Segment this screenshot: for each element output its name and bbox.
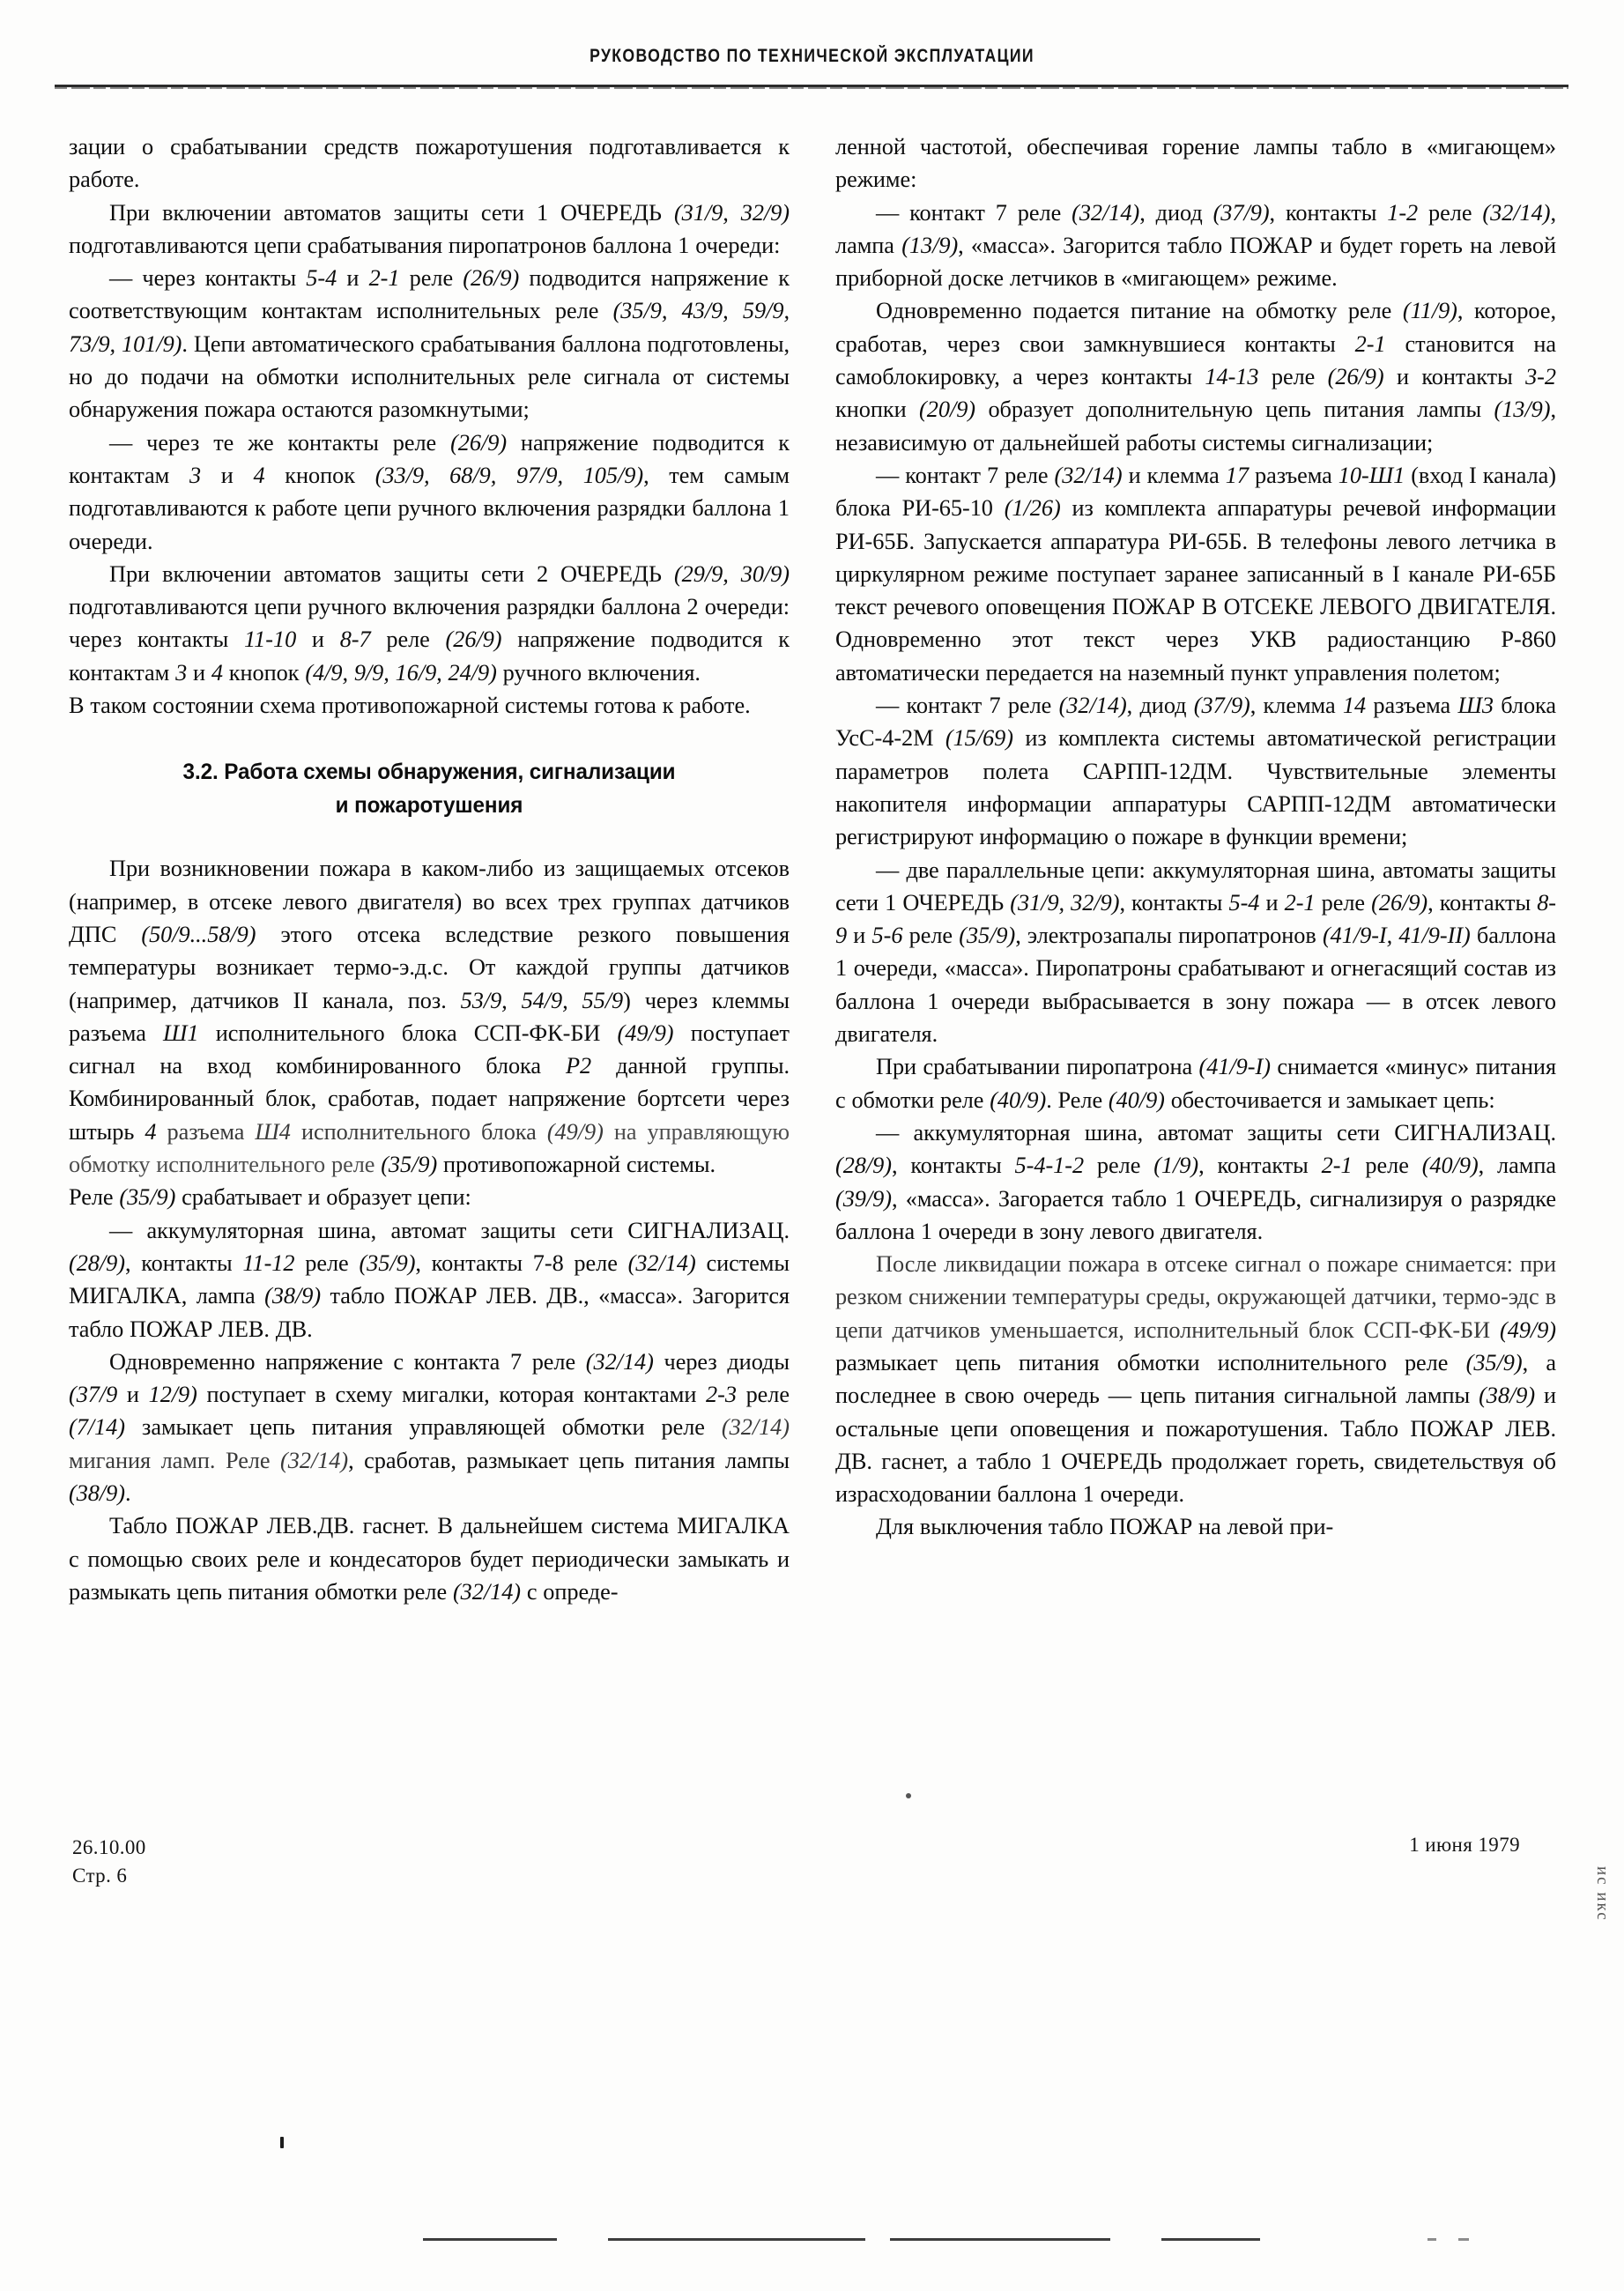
ref-code: (35/9): [1465, 1349, 1523, 1375]
ref-code: 12/9): [148, 1382, 197, 1408]
ref-code: (35/9, 43/9, 59/9, 73/9, 101/9): [69, 298, 790, 357]
ref-code: (26/9): [1327, 364, 1384, 390]
ref-code: (40/9): [1108, 1086, 1165, 1113]
paragraph: Одновременно подается питание на обмотку реле (11/9), которое, сработав, через свои замкнувшиеся контакты 2-1 становится на самоблокировку, а через контакты 14-13 реле (26/9) и контакты 3-2 кнопки (20/9) образует дополнительную цепь питания лампы (13/9), независимую от дальнейшей работы системы сигнализации;: [835, 298, 1556, 456]
ref-code: Ш4: [255, 1118, 291, 1145]
paragraph: — через те же контакты реле (26/9) напряжение подводится к контактам 3 и 4 кнопок (33/9, 68/9, 97/9, 105/9), тем самым подготавливаются к работе цепи ручного включения разрядки баллона 1 очереди.: [69, 429, 790, 554]
scan-edge-artifact: [608, 2238, 865, 2241]
paragraph: При срабатывании пиропатрона (41/9-I) снимается «минус» питания с обмотки реле (40/9). Реле (40/9) обесточивается и замыкает цепь:: [835, 1054, 1556, 1113]
ref-code: (35/9): [381, 1152, 438, 1178]
ref-code: Ш1: [163, 1019, 199, 1046]
section-number: 3.2.: [182, 760, 219, 785]
ref-code: (13/9): [1494, 397, 1551, 423]
ref-code: (33/9, 68/9, 97/9, 105/9): [374, 462, 644, 488]
paragraph: — аккумуляторная шина, автомат защиты сети СИГНАЛИЗАЦ. (28/9), контакты 5-4-1-2 реле (1/9), контакты 2-1 реле (40/9), лампа (39/9), «масса». Загорается табло 1 ОЧЕРЕДЬ, сигнализируя о разрядке баллона 1 очереди в зону левого двигателя.: [835, 1119, 1556, 1244]
paragraph: Одновременно напряжение с контакта 7 реле (32/14) через диоды (37/9 и 12/9) поступает в схему мигалки, которая контактами 2-3 реле (7/14) замыкает цепь питания управляющей обмотки реле (32/14) мигания ламп. Реле (32/14), сработав, размыкает цепь питания лампы (38/9).: [69, 1348, 790, 1506]
footer-right-issue-date: 1 июня 1979: [1409, 1834, 1520, 1856]
ref-code: 3: [175, 659, 188, 686]
paragraph: При включении автоматов защиты сети 1 ОЧЕРЕДЬ (31/9, 32/9) подготавливаются цепи срабатывания пиропатронов баллона 1 очереди:: [69, 199, 790, 258]
ref-code: (40/9): [1421, 1153, 1479, 1179]
paragraph: В таком состоянии схема противопожарной системы готова к работе.: [69, 693, 751, 719]
ref-code: 5-4: [306, 265, 337, 292]
header-divider-rule: [55, 85, 1568, 87]
ref-code: (32/14): [452, 1578, 522, 1605]
scan-speck-artifact-2: [280, 2137, 284, 2148]
ref-code: (37/9): [1212, 199, 1270, 226]
scan-speck-artifact: [906, 1793, 911, 1798]
ref-code: 5-4: [1228, 889, 1260, 916]
ref-code: (35/9): [119, 1184, 176, 1211]
ref-code: (38/9): [69, 1479, 125, 1506]
ref-code: 1-2: [1387, 199, 1419, 226]
ref-code: (28/9): [69, 1249, 125, 1276]
two-column-body: [69, 130, 1558, 1608]
ref-code: (20/9): [919, 397, 976, 423]
ref-code: 4: [253, 462, 265, 488]
ref-code: (37/9: [69, 1382, 118, 1408]
ref-code: (40/9): [990, 1086, 1047, 1113]
ref-code: (15/69): [945, 725, 1013, 752]
ref-code: (32/14): [721, 1414, 790, 1441]
ref-code: (31/9, 32/9): [1010, 889, 1120, 916]
ref-code: (39/9): [835, 1185, 892, 1212]
ref-code: 17: [1225, 462, 1249, 488]
revision-date: 26.10.00: [72, 1836, 146, 1858]
paragraph: При включении автоматов защиты сети 2 ОЧЕРЕДЬ (29/9, 30/9) подготавливаются цепи ручного включения разрядки баллона 2 очереди: через контакты 11-10 и 8-7 реле (26/9) напряжение подводится к контактам 3 и 4 кнопок (4/9, 9/9, 16/9, 24/9) ручного включения.: [69, 560, 790, 686]
right-column: [835, 130, 1556, 1608]
ref-code: (29/9, 30/9): [673, 560, 790, 587]
ref-code: (37/9): [1193, 693, 1250, 719]
scan-edge-artifact: [1427, 2238, 1436, 2241]
section-title-line1: Работа схемы обнаружения, сигнализации: [224, 760, 676, 785]
ref-code: 53/9, 54/9, 55/9: [460, 987, 624, 1013]
ref-code: (26/9): [463, 265, 520, 292]
paragraph: зации о срабатывании средств пожаротушения подготавливается к работе.: [69, 134, 790, 193]
scan-edge-artifact: [1458, 2238, 1469, 2241]
ref-code: (38/9): [1479, 1383, 1536, 1409]
scan-edge-artifact: [423, 2238, 557, 2241]
ref-code: (11/9): [1402, 298, 1457, 324]
ref-code: 11-10: [244, 627, 297, 653]
ref-code: (41/9-I): [1198, 1054, 1271, 1080]
ref-code: 8-7: [339, 627, 371, 653]
ref-code: 3-2: [1525, 364, 1556, 390]
paragraph: — аккумуляторная шина, автомат защиты сети СИГНАЛИЗАЦ. (28/9), контакты 11-12 реле (35/9), контакты 7-8 реле (32/14) системы МИГАЛКА, лампа (38/9) табло ПОЖАР ЛЕВ. ДВ., «масса». Загорится табло ПОЖАР ЛЕВ. ДВ.: [69, 1217, 790, 1342]
ref-code: 10-Ш1: [1338, 462, 1405, 488]
ref-code: (38/9): [264, 1283, 322, 1309]
ref-code: (7/14): [69, 1414, 125, 1441]
ref-code: 2-1: [1284, 889, 1316, 916]
ref-code: 2-1: [1354, 330, 1386, 357]
ref-code: 14: [1342, 693, 1367, 719]
ref-code: (32/14): [1482, 199, 1551, 226]
running-header: РУКОВОДСТВО ПО ТЕХНИЧЕСКОЙ ЭКСПЛУАТАЦИИ: [590, 46, 1034, 66]
ref-code: (26/9): [1371, 889, 1428, 916]
ref-code: (28/9): [835, 1153, 892, 1179]
margin-handwriting-mark: ис икс: [1593, 1866, 1612, 1922]
paragraph: — контакт 7 реле (32/14), диод (37/9), контакты 1-2 реле (32/14), лампа (13/9), «масса». Загорится табло ПОЖАР и будет гореть на левой приборной доске летчиков в «мигающем» режиме.: [835, 199, 1556, 292]
ref-code: (50/9...58/9): [141, 921, 256, 947]
page-number: Стр. 6: [72, 1865, 128, 1887]
ref-code: (13/9): [901, 232, 959, 258]
ref-code: (32/14): [585, 1348, 654, 1375]
paragraph: После ликвидации пожара в отсеке сигнал о пожаре снимается: при резком снижении температуры среды, окружающей датчики, термо-эдс в цепи датчиков уменьшается, исполнительный блок ССП-ФК-БИ (49/9) размыкает цепь питания обмотки исполнительного реле (35/9), а последнее в свою очередь — цепь питания сигнальной лампы (38/9) и остальные цепи оповещения и пожаротушения. Табло ПОЖАР ЛЕВ. ДВ. гаснет, а табло 1 ОЧЕРЕДЬ продолжает гореть, свидетельствуя об израсходовании баллона 1 очереди.: [835, 1251, 1556, 1508]
ref-code: 11-12: [242, 1249, 295, 1276]
left-column: [69, 130, 790, 1608]
scan-edge-artifact: [890, 2238, 1110, 2241]
ref-code: (49/9): [617, 1019, 674, 1046]
paragraph: При возникновении пожара в каком-либо из защищаемых отсеков (например, в отсеке левого двигателя) во всех трех группах датчиков ДПС (50/9...58/9) этого отсека вследствие резкого повышения температуры возникает термо-э.д.с. От каждой группы датчиков (например, датчиков II канала, поз. 53/9, 54/9, 55/9) через клеммы разъема Ш1 исполнительного блока ССП-ФК-БИ (49/9) поступает сигнал на вход комбинированного блока Р2 данной группы. Комбинированный блок, сработав, подает напряжение бортсети через штырь 4 разъема Ш4 исполнительного блока (49/9) на управляющую обмотку исполнительного реле (35/9) противопожарной системы.: [69, 856, 790, 1178]
ref-code: (26/9): [445, 627, 502, 653]
ref-code: (35/9): [359, 1249, 416, 1276]
section-heading: [79, 755, 778, 822]
ref-code: (31/9, 32/9): [673, 199, 790, 226]
ref-code: 3: [189, 462, 202, 488]
ref-code: Р2: [566, 1053, 592, 1079]
paragraph: — контакт 7 реле (32/14) и клемма 17 разъема 10-Ш1 (вход I канала) блока РИ-65-10 (1/26) из комплекта аппаратуры речевой информации РИ-65Б. Запускается аппаратура РИ-65Б. В телефоны левого летчика в циркулярном режиме поступает заранее записанный в I канале РИ-65Б текст речевого оповещения ПОЖАР В ОТСЕКЕ ЛЕВОГО ДВИГАТЕЛЯ. Одновременно этот текст через УКВ радиостанцию Р-860 автоматически передается на наземный пункт управления полетом;: [835, 462, 1557, 686]
ref-code: (1/9): [1153, 1153, 1199, 1179]
ref-code: 5-6: [871, 923, 903, 949]
paragraph: ленной частотой, обеспечивая горение лампы табло в «мигающем» режиме:: [835, 134, 1556, 193]
scan-edge-artifact: [1161, 2238, 1260, 2241]
ref-code: (32/14): [1058, 693, 1127, 719]
ref-code: (41/9-I, 41/9-II): [1322, 923, 1471, 949]
footer-left: [72, 1834, 146, 1890]
paragraph: — контакт 7 реле (32/14), диод (37/9), клемма 14 разъема Ш3 блока УсС-4-2М (15/69) из комплекта системы автоматической регистрации параметров полета САРПП-12ДМ. Чувствительные элементы накопителя информации аппаратуры САРПП-12ДМ автоматически регистрируют информацию о пожаре в функции времени;: [835, 693, 1557, 850]
ref-code: 4: [145, 1118, 157, 1145]
paragraph: Табло ПОЖАР ЛЕВ.ДВ. гаснет. В дальнейшем система МИГАЛКА с помощью своих реле и кондесаторов будет периодически замыкать и размыкать цепь питания обмотки реле (32/14) с опреде-: [69, 1513, 790, 1605]
paragraph: — две параллельные цепи: аккумуляторная шина, автоматы защиты сети 1 ОЧЕРЕДЬ (31/9, 32/9), контакты 5-4 и 2-1 реле (26/9), контакты 8-9 и 5-6 реле (35/9), электрозапалы пиропатронов (41/9-I, 41/9-II) баллона 1 очереди, «масса». Пиропатроны срабатывают и огнегасящий состав из баллона 1 очереди выбрасывается в зону пожара — в отсек левого двигателя.: [835, 856, 1556, 1048]
ref-code: 4: [211, 659, 223, 686]
ref-code: (49/9): [546, 1118, 604, 1145]
ref-code: (49/9): [1500, 1316, 1556, 1343]
ref-code: (32/14): [627, 1249, 696, 1276]
ref-code: (32/14): [1054, 462, 1123, 488]
paragraph: Для выключения табло ПОЖАР на левой при-: [876, 1514, 1334, 1540]
ref-code: 2-1: [1321, 1153, 1353, 1179]
ref-code: (4/9, 9/9, 16/9, 24/9): [305, 659, 497, 686]
ref-code: 5-4-1-2: [1014, 1153, 1085, 1179]
section-title-line2: и пожаротушения: [335, 793, 523, 819]
ref-code: (32/14): [1072, 199, 1140, 226]
ref-code: (32/14): [280, 1447, 349, 1473]
ref-code: 14-13: [1205, 364, 1259, 390]
ref-code: 2-1: [368, 265, 400, 292]
ref-code: (1/26): [1004, 495, 1061, 522]
ref-code: (35/9): [959, 923, 1016, 949]
ref-code: 2-3: [706, 1382, 737, 1408]
paragraph: Реле (35/9) срабатывает и образует цепи:: [69, 1184, 471, 1211]
ref-code: (26/9): [450, 429, 508, 456]
ref-code: Ш3: [1457, 693, 1494, 719]
paragraph: — через контакты 5-4 и 2-1 реле (26/9) подводится напряжение к соответствующим контактам исполнительных реле (35/9, 43/9, 59/9, 73/9, 101/9). Цепи автоматического срабатывания баллона подготовлены, но до подачи на обмотки исполнительных реле сигнала от системы обнаружения пожара остаются разомкнутыми;: [69, 265, 790, 423]
ref-code: 8-9: [835, 889, 1556, 949]
